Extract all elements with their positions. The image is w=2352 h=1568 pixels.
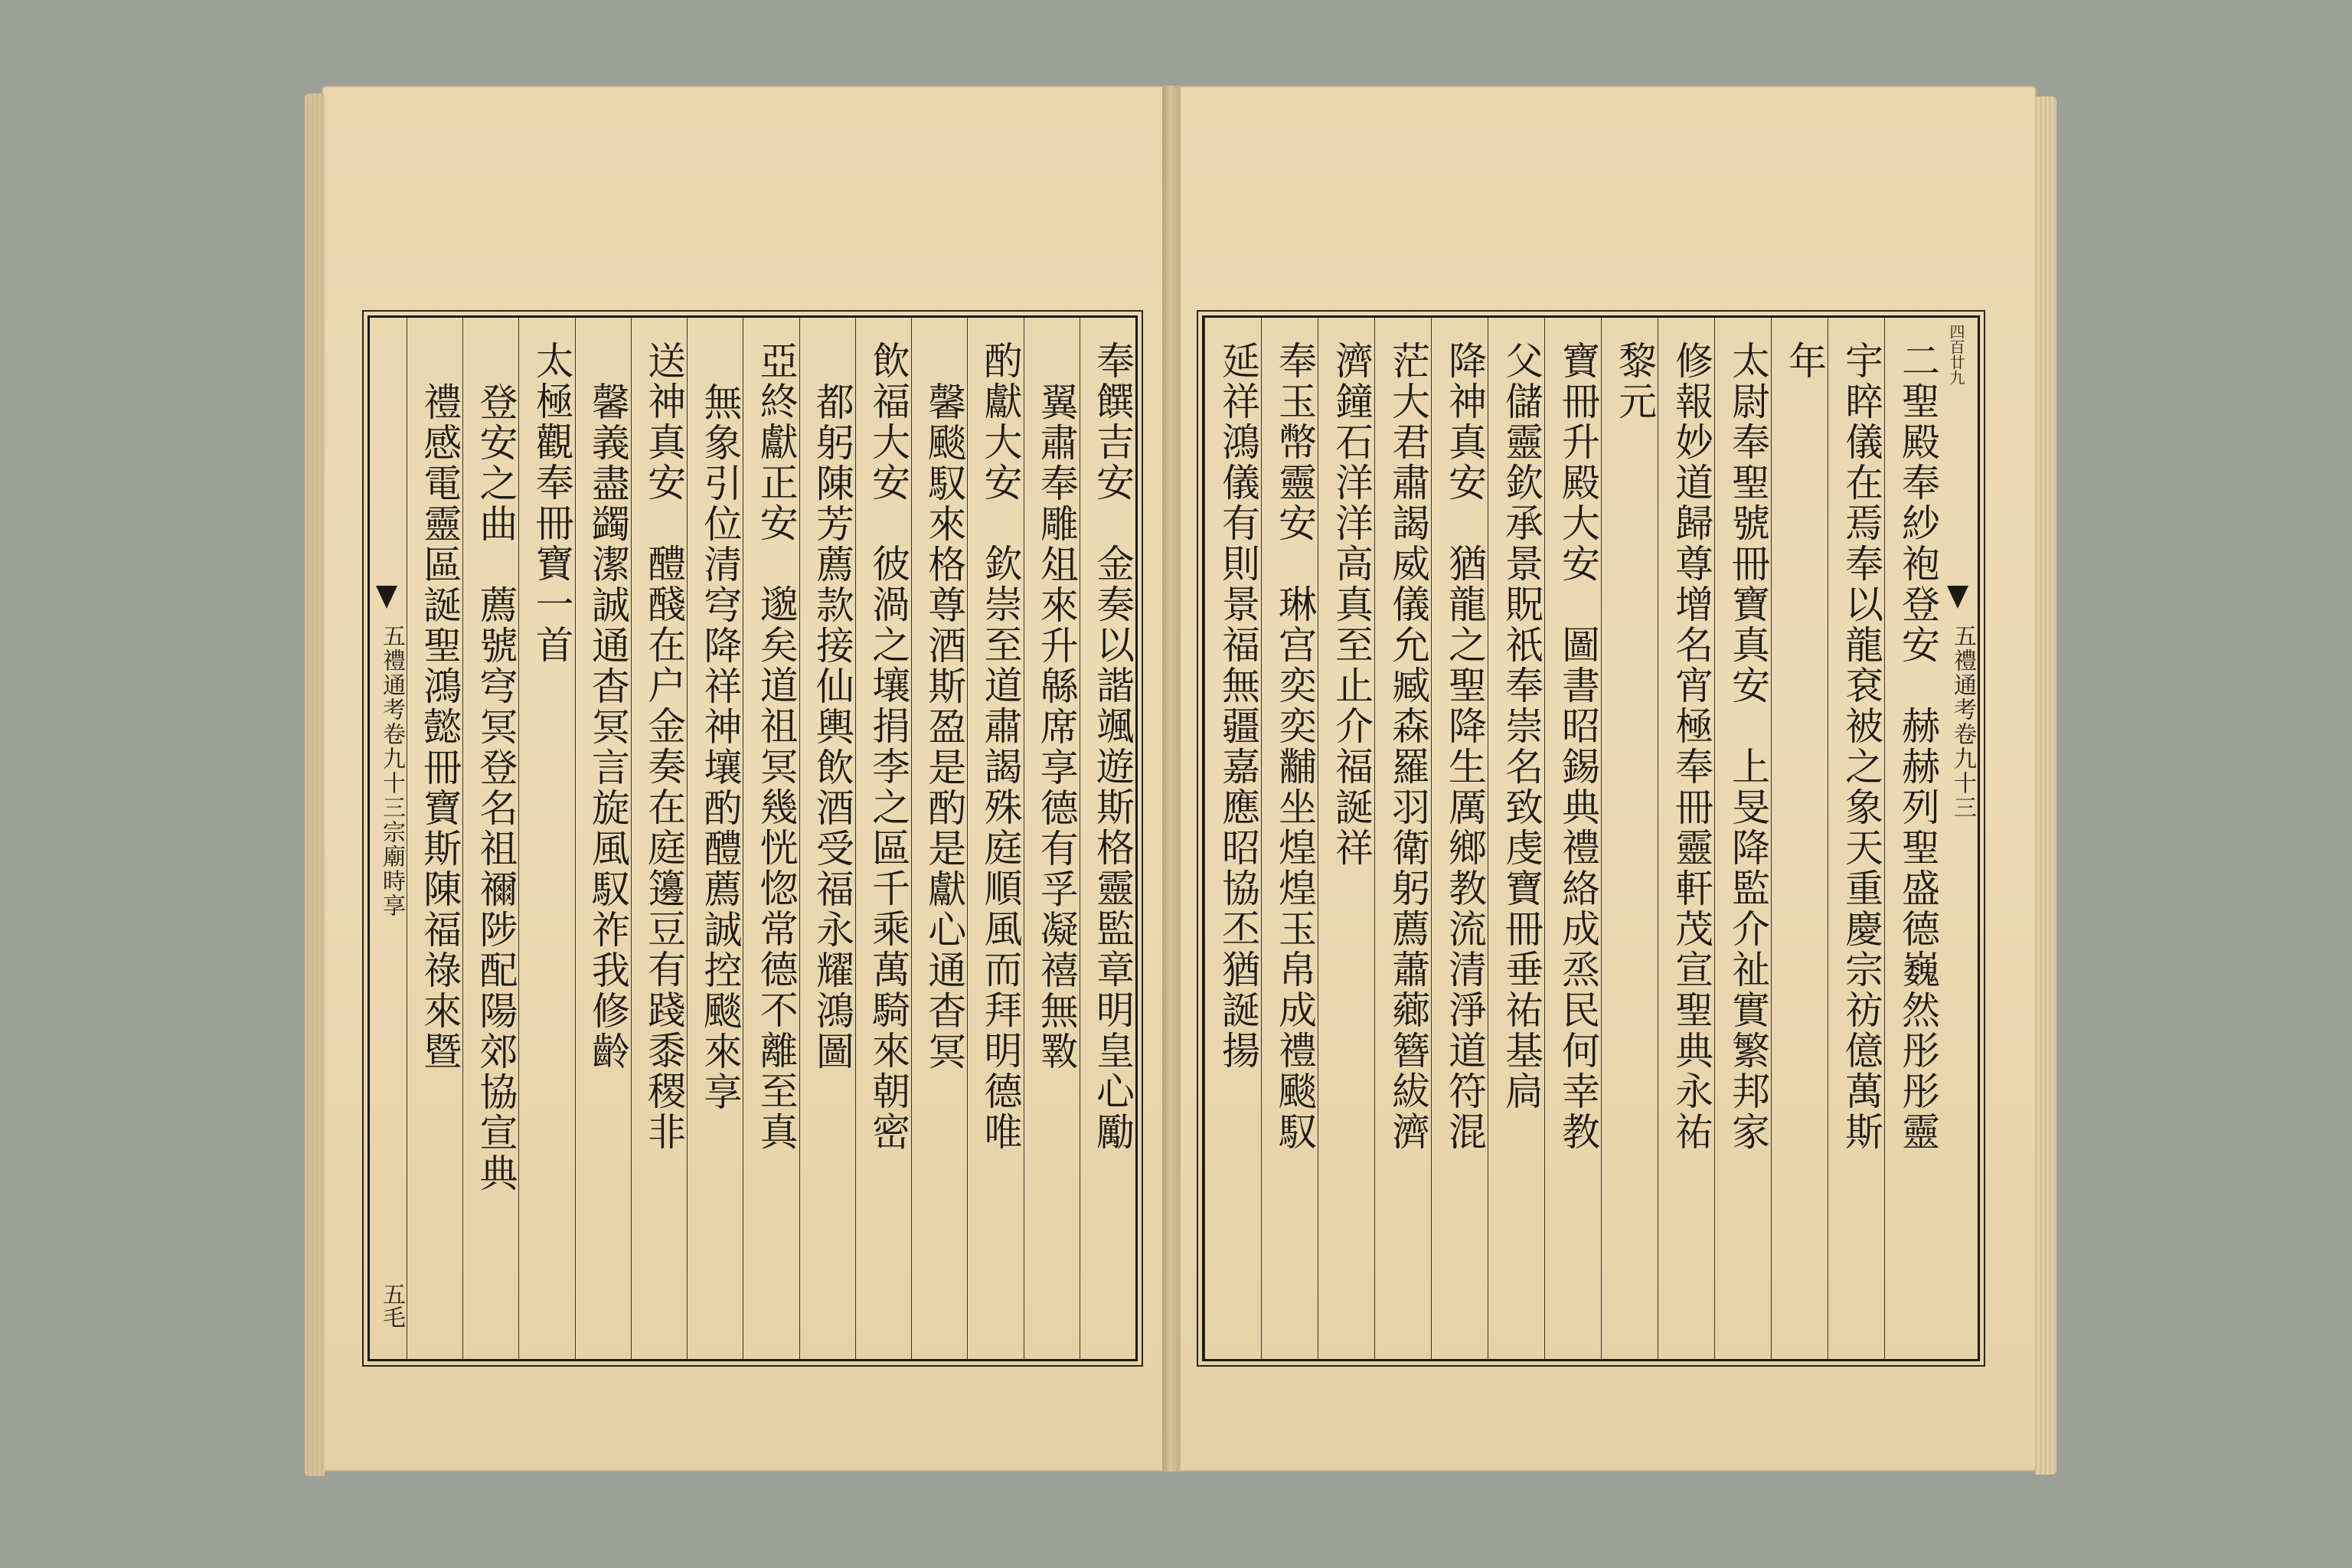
column-text: 奉饌吉安 金奏以諧颯遊斯格靈監章明皇心勵 bbox=[1089, 341, 1135, 1152]
column-text: 宇睟儀在焉奉以龍袞被之象天重慶宗祊億萬斯 bbox=[1839, 341, 1883, 1152]
column-text: 奉玉幣靈安 琳宫奕奕黼坐煌煌玉帛成禮颷馭 bbox=[1272, 341, 1317, 1152]
column-text: 翼肅奉雕俎來升緜席享德有孚凝禧無斁 bbox=[1034, 382, 1079, 1072]
text-column bbox=[1374, 318, 1431, 1359]
column-text: 太尉奉聖號冊寶真安 上旻降監介祉實繁邦家 bbox=[1726, 341, 1770, 1152]
text-column bbox=[575, 318, 631, 1359]
page-number: 五毛 bbox=[378, 1282, 405, 1328]
text-column bbox=[1884, 318, 1941, 1359]
text-column bbox=[1318, 318, 1374, 1359]
text-column bbox=[687, 318, 743, 1359]
column-text: 酌獻大安 欽崇至道肅謁殊庭順風而拜明德唯 bbox=[978, 341, 1023, 1152]
column-text: 茫大君肅謁威儀允臧森羅羽衛躬薦蕭薌簪紱濟 bbox=[1386, 341, 1430, 1152]
column-text: 馨颷馭來格尊酒斯盈是酌是獻心通杳冥 bbox=[922, 382, 967, 1072]
column-text: 二聖殿奉紗袍登安 赫赫列聖盛德巍然彤彤靈 bbox=[1896, 341, 1940, 1152]
left-text-frame bbox=[368, 315, 1138, 1361]
text-column bbox=[1714, 318, 1771, 1359]
text-column bbox=[855, 318, 911, 1359]
left-page bbox=[322, 86, 1164, 1472]
fishtail-mark-icon bbox=[1947, 586, 1968, 609]
page-number: 四百廿九 bbox=[1947, 324, 1965, 385]
column-text: 禮感電靈區誕聖鴻懿冊寶斯陳福祿來暨 bbox=[417, 382, 462, 1072]
text-column bbox=[462, 318, 518, 1359]
margin-title: 五禮通考卷九十三 bbox=[1949, 624, 1976, 820]
column-text: 亞終獻正安 邈矣道祖冥幾恍惚常德不離至真 bbox=[753, 341, 799, 1152]
left-margin-banner bbox=[370, 318, 407, 1359]
text-column bbox=[1204, 318, 1261, 1359]
column-text: 馨義盡蠲潔誠通杳冥言旋風馭祚我修齡 bbox=[585, 382, 630, 1072]
column-text: 送神真安 醴醆在户金奏在庭籩豆有踐黍稷非 bbox=[642, 341, 687, 1152]
column-text: 年 bbox=[1782, 341, 1827, 381]
text-column bbox=[911, 318, 967, 1359]
text-column bbox=[1024, 318, 1080, 1359]
text-column bbox=[1488, 318, 1544, 1359]
text-column bbox=[1431, 318, 1488, 1359]
margin-title: 五禮通考卷九十三宗廟時享 bbox=[378, 624, 405, 918]
text-column bbox=[743, 318, 799, 1359]
text-column bbox=[967, 318, 1023, 1359]
text-column bbox=[1601, 318, 1658, 1359]
column-text: 登安之曲 薦號穹冥登名祖禰陟配陽郊協宣典 bbox=[473, 382, 518, 1194]
text-column bbox=[1771, 318, 1828, 1359]
text-column bbox=[1080, 318, 1135, 1359]
column-text: 無象引位清穹降祥神壤酌醴薦誠控颷來享 bbox=[697, 382, 743, 1112]
right-page bbox=[1179, 86, 2037, 1472]
open-book bbox=[306, 86, 2052, 1494]
text-column bbox=[1544, 318, 1601, 1359]
column-text: 降神真安 猶龍之聖降生厲鄉教流清淨道符混 bbox=[1442, 341, 1487, 1152]
right-text-frame bbox=[1202, 315, 1980, 1361]
column-text: 都躬陳芳薦款接仙輿飲酒受福永耀鴻圖 bbox=[809, 382, 854, 1072]
text-column bbox=[518, 318, 574, 1359]
text-column bbox=[1261, 318, 1318, 1359]
text-column bbox=[631, 318, 687, 1359]
column-text: 修報妙道歸尊增名宵極奉冊靈軒茂宣聖典永祐 bbox=[1669, 341, 1713, 1152]
book-gutter bbox=[1162, 86, 1181, 1472]
column-text: 寶冊升殿大安 圖書昭錫典禮絡成烝民何幸教 bbox=[1556, 341, 1600, 1152]
column-text: 延祥鴻儀有則景福無疆嘉應昭協丕猶誕揚 bbox=[1216, 341, 1260, 1071]
right-margin-banner bbox=[1941, 318, 1978, 1359]
text-column bbox=[1828, 318, 1884, 1359]
column-text: 飲福大安 彼渦之壤捐李之區千乘萬騎來朝密 bbox=[866, 341, 911, 1152]
text-column bbox=[799, 318, 855, 1359]
column-text: 黎元 bbox=[1612, 341, 1657, 422]
column-text: 太極觀奉冊寶一首 bbox=[529, 341, 574, 665]
column-text: 濟鐘石洋洋高真至止介福誕祥 bbox=[1329, 341, 1374, 868]
column-text: 父儲靈欽承景貺祇奉崇名致虔寶冊垂祐基扃 bbox=[1499, 341, 1544, 1112]
text-column bbox=[407, 318, 462, 1359]
text-column bbox=[1658, 318, 1714, 1359]
fishtail-mark-icon bbox=[376, 586, 397, 609]
